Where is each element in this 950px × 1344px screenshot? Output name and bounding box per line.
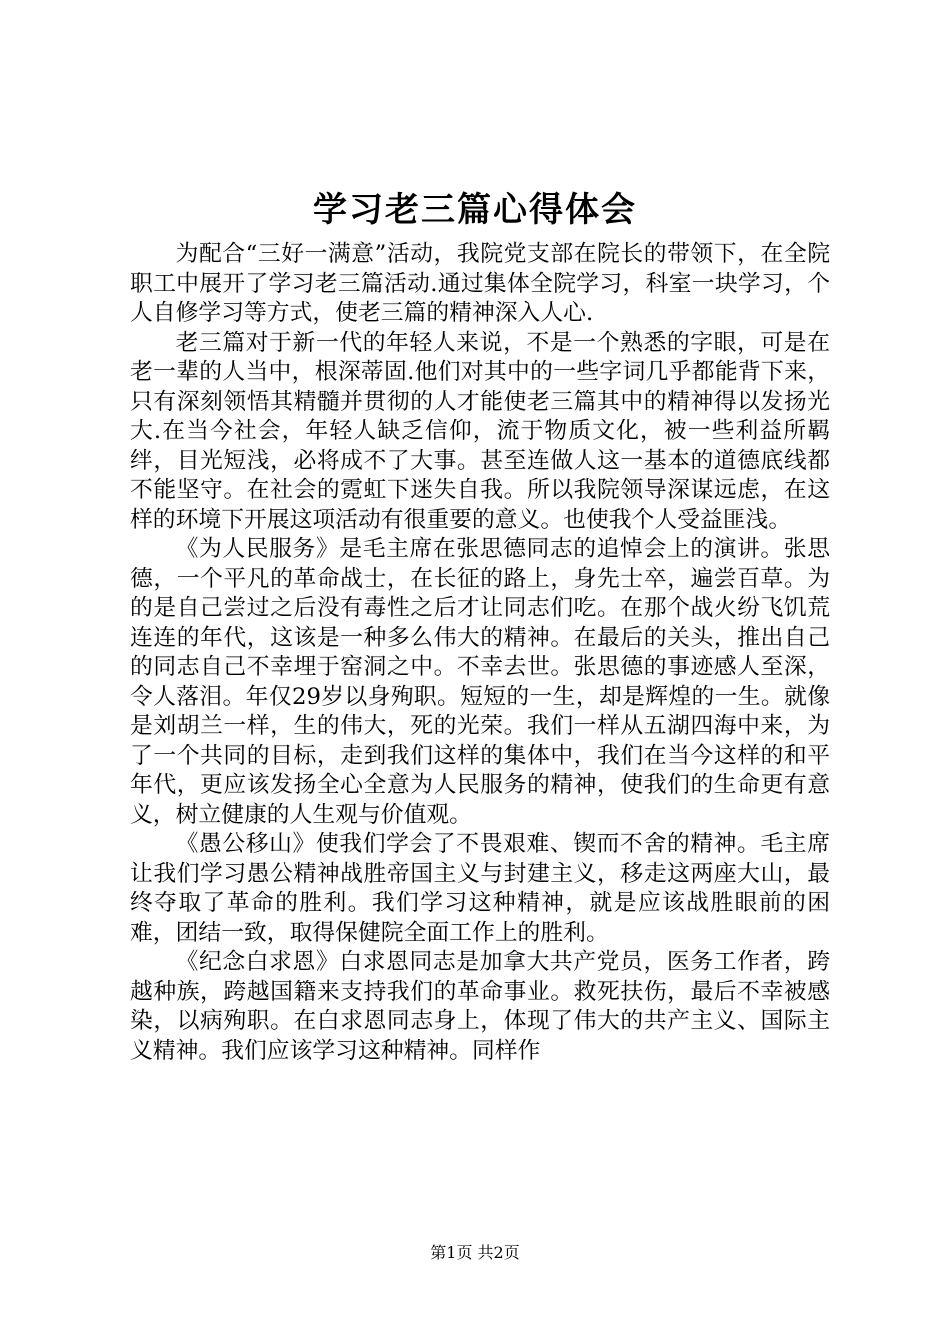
document-title: 学习老三篇心得体会 (313, 190, 637, 230)
paragraph-5: 《纪念白求恩》白求恩同志是加拿大共产党员，医务工作者，跨越种族，跨越国籍来支持我们的革命事业。救死扶伤，最后不幸被感染，以病殉职。在白求恩同志身上，体现了伟大的共产主义、国际主义精神。我们应该学习这种精神。同样作 (130, 949, 830, 1064)
document-body (130, 240, 830, 1066)
paragraph-4: 《愚公移山》使我们学会了不畏艰难、锲而不舍的精神。毛主席让我们学习愚公精神战胜帝国主义与封建主义，移走这两座大山，最终夺取了革命的胜利。我们学习这种精神，就是应该战胜眼前的困难，团结一致，取得保健院全面工作上的胜利。 (130, 831, 830, 946)
page-footer: 第1页 共2页 (430, 1243, 520, 1262)
paragraph-1: 为配合“三好一满意”活动，我院党支部在院长的带领下，在全院职工中展开了学习老三篇活动.通过集体全院学习，科室一块学习，个人自修学习等方式，使老三篇的精神深入人心. (130, 241, 830, 326)
paragraph-2: 老三篇对于新一代的年轻人来说，不是一个熟悉的字眼，可是在老一辈的人当中，根深蒂固.他们对其中的一些字词几乎都能背下来，只有深刻领悟其精髓并贯彻的人才能使老三篇其中的精神得以发扬光大.在当今社会，年轻人缺乏信仰，流于物质文化，被一些利益所羁绊，目光短浅，必将成不了大事。甚至连做人这一基本的道德底线都不能坚守。在社会的霓虹下迷失自我。所以我院领导深谋远虑，在这样的环境下开展这项活动有很重要的意义。也使我个人受益匪浅。 (130, 329, 830, 533)
paragraph-3: 《为人民服务》是毛主席在张思德同志的追悼会上的演讲。张思德，一个平凡的革命战士，在长征的路上，身先士卒，遍尝百草。为的是自己尝过之后没有毒性之后才让同志们吃。在那个战火纷飞饥荒连连的年代，这该是一种多么伟大的精神。在最后的关头，推出自己的同志自己不幸埋于窑洞之中。不幸去世。张思德的事迹感人至深，令人落泪。年仅29岁以身殉职。短短的一生，却是辉煌的一生。就像是刘胡兰一样，生的伟大，死的光荣。我们一样从五湖四海中来，为了一个共同的目标，走到我们这样的集体中，我们在当今这样的和平年代，更应该发扬全心全意为人民服务的精神，使我们的生命更有意义，树立健康的人生观与价值观。 (130, 536, 830, 828)
